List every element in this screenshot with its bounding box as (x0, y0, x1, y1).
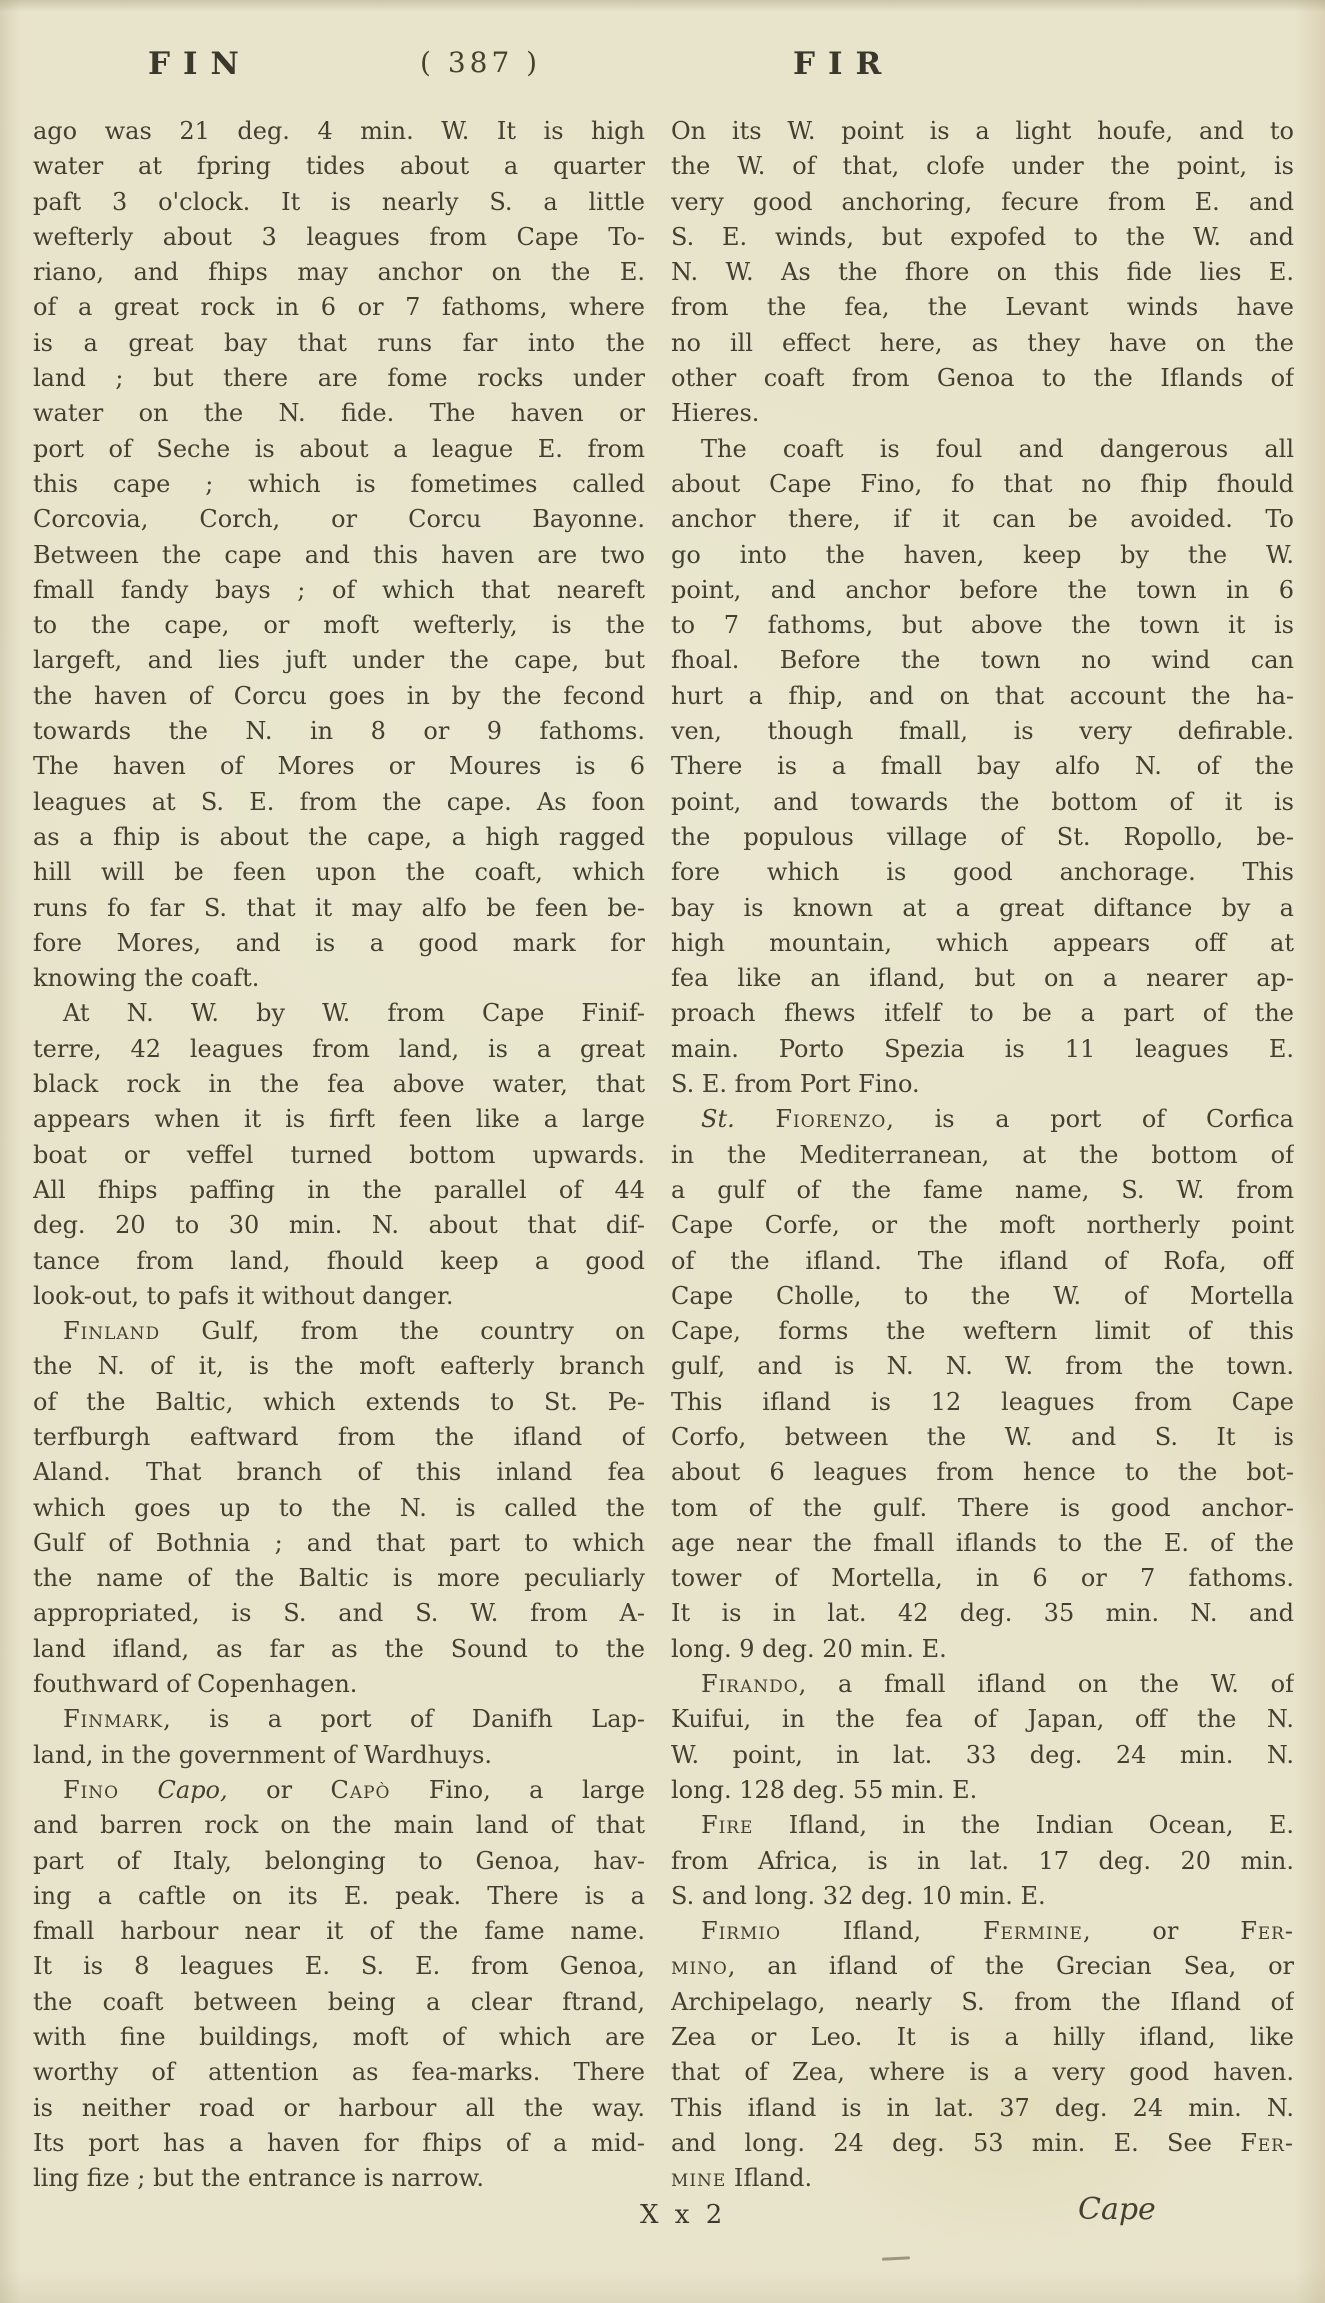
text-line: in the Mediterranean, at the bottom of (671, 1140, 1294, 1169)
text-line: Gulf of Bothnia ; and that part to which (33, 1528, 645, 1557)
text-line: riano, and fhips may anchor on the E. (33, 258, 645, 287)
text-line: worthy of attention as fea-marks. There (33, 2058, 645, 2087)
text-line: S. and long. 32 deg. 10 min. E. (671, 1881, 1046, 1910)
text-line: of the ifland. The ifland of Rofa, off (671, 1246, 1294, 1275)
text-line: and barren rock on the main land of that (33, 1811, 645, 1840)
text-line: The coaft is foul and dangerous all (701, 434, 1294, 463)
text-line: Finmark, is a port of Danifh Lap- (63, 1705, 645, 1734)
text-line: hill will be feen upon the coaft, which (33, 858, 645, 887)
text-line: Kuifui, in the fea of Japan, off the N. (671, 1705, 1294, 1734)
text-line: At N. W. by W. from Cape Finif- (63, 999, 645, 1028)
text-line: Cape Cholle, to the W. of Mortella (671, 1281, 1294, 1310)
text-line: tower of Mortella, in 6 or 7 fathoms. (671, 1564, 1294, 1593)
text-line: of the Baltic, which extends to St. Pe- (33, 1387, 645, 1416)
text-line: very good anchoring, fecure from E. and (671, 187, 1294, 216)
text-line: as a fhip is about the cape, a high ragged (33, 822, 645, 851)
text-line: appropriated, is S. and S. W. from A- (33, 1599, 645, 1628)
text-line: terre, 42 leagues from land, is a great (33, 1034, 645, 1063)
text-line: Fino Capo, or Capò Fino, a large (63, 1775, 645, 1804)
text-line: This ifland is in lat. 37 deg. 24 min. N. (671, 2093, 1294, 2122)
text-line: is neither road or harbour all the way. (33, 2093, 645, 2122)
text-line: land ifland, as far as the Sound to the (33, 1634, 645, 1663)
text-line: leagues at S. E. from the cape. As foon (33, 787, 645, 816)
text-line: no ill effect here, as they have on the (671, 328, 1294, 357)
text-line: S. E. winds, but expofed to the W. and (671, 222, 1294, 251)
text-line: Cape, forms the weftern limit of this (671, 1317, 1294, 1346)
text-line: W. point, in lat. 33 deg. 24 min. N. (671, 1740, 1294, 1769)
text-line: St. Fiorenzo, is a port of Corfica (701, 1105, 1294, 1134)
text-line: ven, though fmall, is very defirable. (671, 717, 1294, 746)
text-line: ing a caftle on its E. peak. There is a (33, 1881, 645, 1910)
text-line: ling fize ; but the entrance is narrow. (33, 2164, 484, 2193)
text-line: Corcovia, Corch, or Corcu Bayonne. (33, 505, 645, 534)
text-line: Zea or Leo. It is a hilly ifland, like (671, 2023, 1294, 2052)
text-line: The haven of Mores or Moures is 6 (33, 752, 645, 781)
left-column (33, 114, 645, 2197)
text-line: wefterly about 3 leagues from Cape To- (33, 222, 645, 251)
text-line: mino, an ifland of the Grecian Sea, or (671, 1952, 1294, 1981)
text-line: go into the haven, keep by the W. (671, 540, 1294, 569)
text-line: tom of the gulf. There is good anchor- (671, 1493, 1294, 1522)
text-line: anchor there, if it can be avoided. To (671, 505, 1294, 534)
right-column (671, 114, 1294, 2197)
text-line: look-out, to pafs it without danger. (33, 1281, 454, 1310)
text-line: point, and anchor before the town in 6 (671, 575, 1294, 604)
text-line: tance from land, fhould keep a good (33, 1246, 645, 1275)
text-line: high mountain, which appears off at (671, 928, 1294, 957)
text-line: other coaft from Genoa to the Iflands of (671, 364, 1294, 393)
text-line: Firando, a fmall ifland on the W. of (701, 1670, 1294, 1699)
text-line: It is 8 leagues E. S. E. from Genoa, (33, 1952, 645, 1981)
text-line: Hieres. (671, 399, 760, 428)
text-line: hurt a fhip, and on that account the ha- (671, 681, 1294, 710)
text-line: towards the N. in 8 or 9 fathoms. (33, 717, 645, 746)
text-line: this cape ; which is fometimes called (33, 469, 645, 498)
text-line: to the cape, or moft wefterly, is the (33, 611, 645, 640)
text-line: the N. of it, is the moft eafterly branch (33, 1352, 645, 1381)
text-line: terfburgh eaftward from the ifland of (33, 1422, 645, 1451)
text-line: appears when it is firft feen like a large (33, 1105, 645, 1134)
running-title-right: FIR (793, 46, 895, 82)
text-line: All fhips paffing in the parallel of 44 (33, 1175, 645, 1204)
text-line: that of Zea, where is a very good haven. (671, 2058, 1294, 2087)
text-line: and long. 24 deg. 53 min. E. See Fer- (671, 2128, 1294, 2157)
text-line: Cape Corfe, or the moft northerly point (671, 1211, 1294, 1240)
text-line: paft 3 o'clock. It is nearly S. a little (33, 187, 645, 216)
text-line: point, and towards the bottom of it is (671, 787, 1294, 816)
text-line: Aland. That branch of this inland fea (33, 1458, 645, 1487)
text-line: of a great rock in 6 or 7 fathoms, where (33, 293, 645, 322)
text-line: gulf, and is N. N. W. from the town. (671, 1352, 1294, 1381)
text-line: main. Porto Spezia is 11 leagues E. (671, 1034, 1294, 1063)
text-line: S. E. from Port Fino. (671, 1070, 920, 1099)
running-title-left: FIN (148, 46, 252, 82)
text-line: Firmio Ifland, Fermine, or Fer- (701, 1917, 1294, 1946)
text-line: fmall fandy bays ; of which that neareft (33, 575, 645, 604)
text-line: from the fea, the Levant winds have (671, 293, 1294, 322)
text-line: Corfo, between the W. and S. It is (671, 1422, 1294, 1451)
text-line: proach fhews itfelf to be a part of the (671, 999, 1294, 1028)
text-line: the name of the Baltic is more peculiarly (33, 1564, 645, 1593)
text-line: to 7 fathoms, but above the town it is (671, 611, 1294, 640)
text-line: land, in the government of Wardhuys. (33, 1740, 493, 1769)
text-line: from Africa, is in lat. 17 deg. 20 min. (671, 1846, 1294, 1875)
page-number: ( 387 ) (420, 46, 542, 79)
text-line: long. 128 deg. 55 min. E. (671, 1775, 978, 1804)
text-line: runs fo far S. that it may alfo be feen be- (33, 893, 645, 922)
text-line: black rock in the fea above water, that (33, 1070, 645, 1099)
text-line: On its W. point is a light houfe, and to (671, 117, 1294, 145)
text-line: Finland Gulf, from the country on (63, 1317, 645, 1346)
text-line: age near the fmall iflands to the E. of the (671, 1528, 1294, 1557)
text-line: Its port has a haven for fhips of a mid- (33, 2128, 645, 2157)
text-line: about 6 leagues from hence to the bot- (671, 1458, 1294, 1487)
text-line: which goes up to the N. is called the (33, 1493, 645, 1522)
text-line: fouthward of Copenhagen. (33, 1670, 358, 1699)
text-line: fmall harbour near it of the fame name. (33, 1917, 645, 1946)
text-line: water at fpring tides about a quarter (33, 152, 645, 181)
text-line: bay is known at a great diftance by a (671, 893, 1294, 922)
text-line: Fire Ifland, in the Indian Ocean, E. (701, 1811, 1294, 1840)
text-line: is a great bay that runs far into the (33, 328, 645, 357)
text-line: knowing the coaft. (33, 964, 260, 993)
text-line: ago was 21 deg. 4 min. W. It is high (33, 117, 645, 145)
text-line: boat or veffel turned bottom upwards. (33, 1140, 645, 1169)
text-line: fea like an ifland, but on a nearer ap- (671, 964, 1294, 993)
text-line: the populous village of St. Ropollo, be- (671, 822, 1294, 851)
text-line: Between the cape and this haven are two (33, 540, 645, 569)
text-line: the W. of that, clofe under the point, is (671, 152, 1294, 181)
signature-mark: X x 2 (640, 2200, 727, 2230)
text-line: with fine buildings, moft of which are (33, 2023, 645, 2052)
catchword: Cape (1078, 2192, 1156, 2227)
text-line: largeft, and lies juft under the cape, but (33, 646, 645, 675)
text-line: Archipelago, nearly S. from the Ifland of (671, 1987, 1294, 2016)
text-line: fore Mores, and is a good mark for (33, 928, 645, 957)
text-line: mine Ifland. (671, 2164, 813, 2193)
text-line: It is in lat. 42 deg. 35 min. N. and (671, 1599, 1294, 1628)
text-line: the coaft between being a clear ftrand, (33, 1987, 645, 2016)
text-line: There is a fmall bay alfo N. of the (671, 752, 1294, 781)
text-line: part of Italy, belonging to Genoa, hav- (33, 1846, 645, 1875)
text-line: land ; but there are fome rocks under (33, 364, 645, 393)
text-line: a gulf of the fame name, S. W. from (671, 1175, 1294, 1204)
text-line: fore which is good anchorage. This (671, 858, 1294, 887)
text-line: long. 9 deg. 20 min. E. (671, 1634, 947, 1663)
text-line: water on the N. fide. The haven or (33, 399, 645, 428)
text-line: the haven of Corcu goes in by the fecond (33, 681, 645, 710)
text-line: This ifland is 12 leagues from Cape (671, 1387, 1294, 1416)
text-line: port of Seche is about a league E. from (33, 434, 645, 463)
text-line: deg. 20 to 30 min. N. about that dif- (33, 1211, 645, 1240)
text-line: fhoal. Before the town no wind can (671, 646, 1294, 675)
text-line: about Cape Fino, fo that no fhip fhould (671, 469, 1294, 498)
text-line: N. W. As the fhore on this fide lies E. (671, 258, 1294, 287)
ink-mark (882, 2256, 910, 2260)
